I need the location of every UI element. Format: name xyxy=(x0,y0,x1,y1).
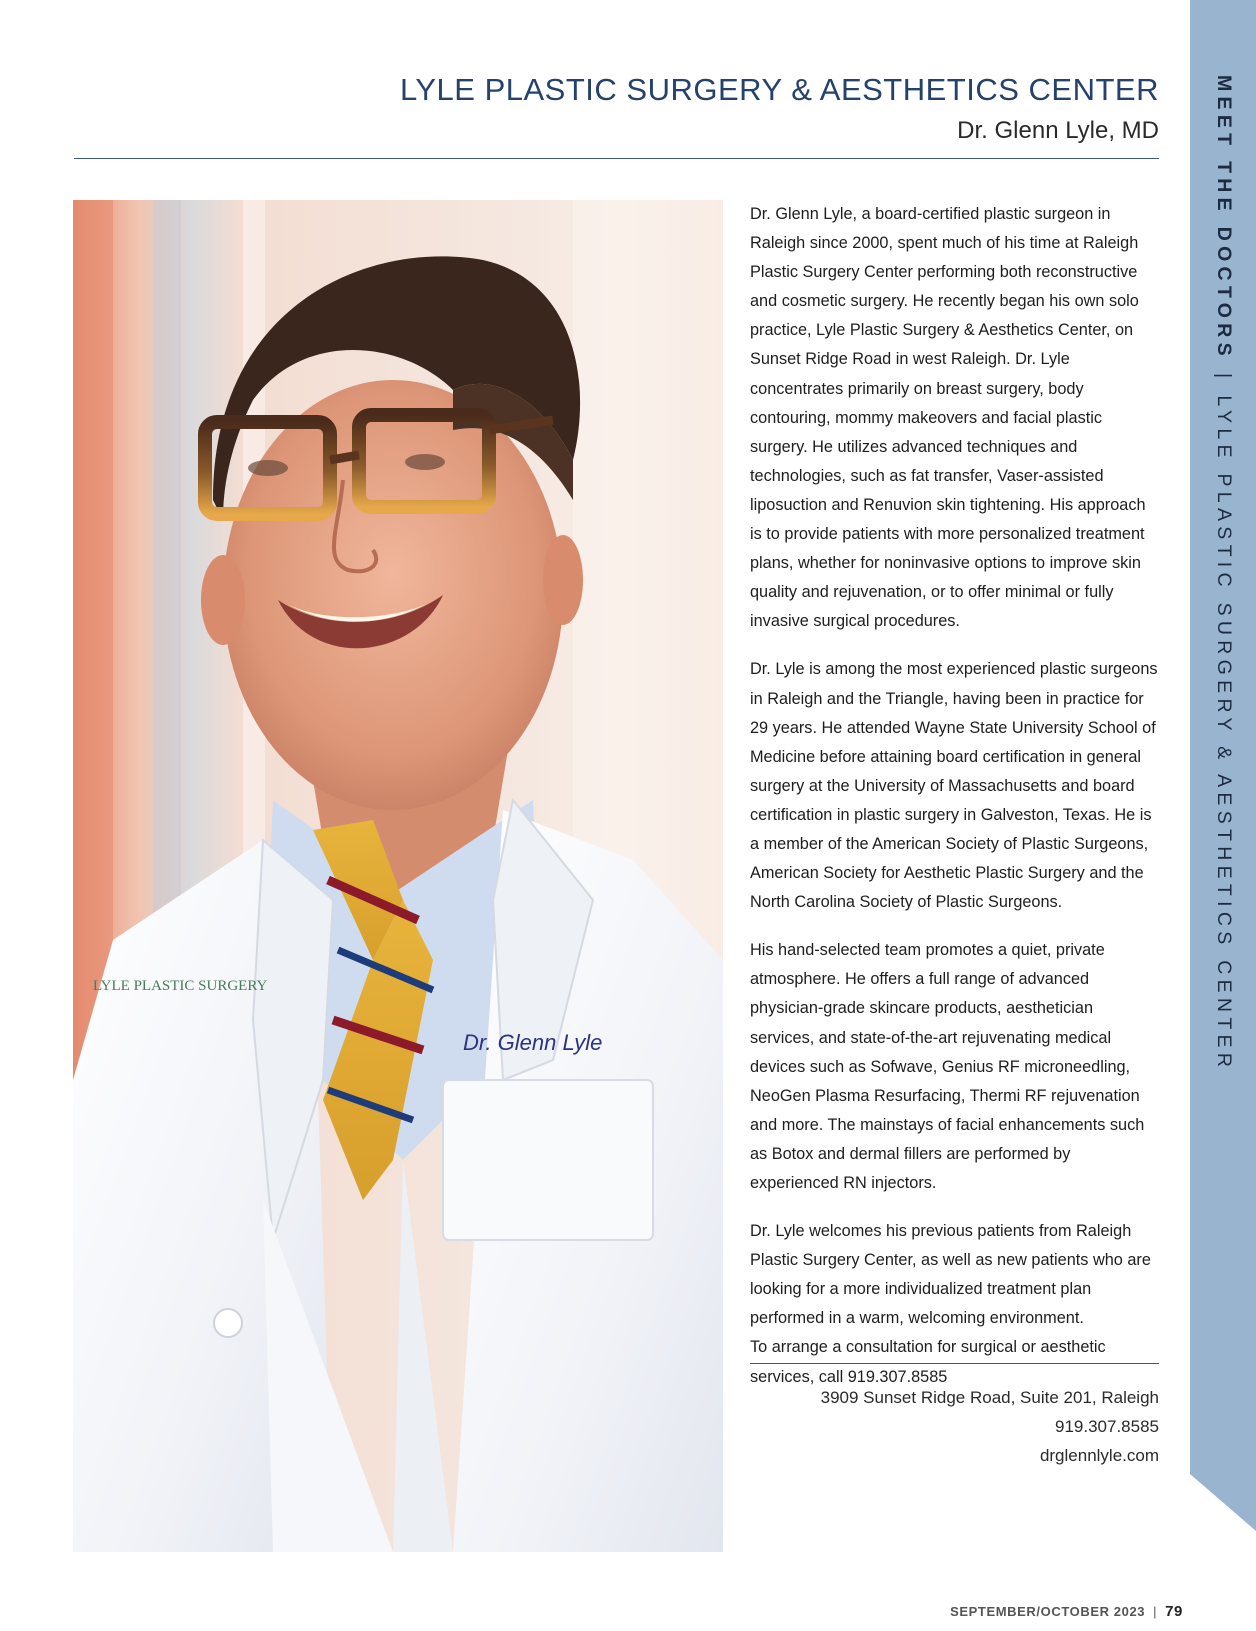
article-closing: To arrange a consultation for surgical or aesthetic services, call 919.307.8585 xyxy=(750,1338,1106,1386)
article-paragraph-1: Dr. Glenn Lyle, a board-certified plastic surgeon in Raleigh since 2000, spent much of his time at Raleigh Plastic Surgery Center performing both reconstructive and cosmetic surgery. He recently began his own solo practice, Lyle Plastic Surgery & Aesthetics Center, on Sunset Ridge Road in west Raleigh. Dr. Lyle concentrates primarily on breast surgery, body contouring, mommy makeovers and facial plastic surgery. He utilizes advanced techniques and technologies, such as fat transfer, Vaser-assisted liposuction and Renuvion skin tightening. His approach is to provide patients with more personalized treatment plans, whether for noninvasive options to improve skin quality and rejuvenation, or to offer minimal or fully invasive surgical procedures. xyxy=(750,205,1146,631)
page-subtitle: Dr. Glenn Lyle, MD xyxy=(957,117,1159,144)
article-body xyxy=(750,200,1160,1392)
issue-date: SEPTEMBER/OCTOBER 2023 xyxy=(950,1604,1146,1619)
page-footer xyxy=(950,1603,1183,1620)
article-paragraph-2: Dr. Lyle is among the most experienced plastic surgeons in Raleigh and the Triangle, having been in practice for 29 years. He attended Wayne State University School of Medicine before attaining board certification in general surgery at the University of Massachusetts and board certification in plastic surgery in Galveston, Texas. He is a member of the American Society of Plastic Surgeons, American Society for Aesthetic Plastic Surgery and the North Carolina Society of Plastic Surgeons. xyxy=(750,660,1158,912)
side-tab-section: MEET THE DOCTORS xyxy=(1213,75,1235,361)
contact-phone: 919.307.8585 xyxy=(1055,1417,1159,1436)
article-paragraph-3: His hand-selected team promotes a quiet, private atmosphere. He offers a full range of advanced physician-grade skincare products, aesthetician services, and state-of-the-art rejuvenating medical devices such as Sofwave, Genius RF microneedling, NeoGen Plasma Resurfacing, Thermi RF rejuvenation and more. The mainstays of facial enhancements such as Botox and dermal fillers are performed by experienced RN injectors. xyxy=(750,941,1145,1192)
contact-website: drglennlyle.com xyxy=(1039,1446,1159,1465)
doctor-portrait-photo xyxy=(73,200,723,1552)
coat-embroidery-logo: LYLE PLASTIC SURGERY xyxy=(93,978,268,994)
side-tab-practice: LYLE PLASTIC SURGERY & AESTHETICS CENTER xyxy=(1213,395,1235,1073)
page-number: 79 xyxy=(1165,1603,1183,1620)
side-tab-label xyxy=(1212,75,1235,1072)
article-paragraph-4: Dr. Lyle welcomes his previous patients from Raleigh Plastic Surgery Center, as well as new patients who are looking for a more individualized treatment plan performed in a warm, welcoming environment. xyxy=(750,1222,1151,1328)
coat-embroidery-name: Dr. Glenn Lyle xyxy=(463,1030,603,1055)
header-divider xyxy=(74,158,1159,159)
page-title: LYLE PLASTIC SURGERY & AESTHETICS CENTER xyxy=(399,72,1159,107)
side-tab-separator: | xyxy=(1213,372,1235,384)
portrait-illustration xyxy=(73,200,723,1552)
contact-block xyxy=(821,1383,1159,1470)
contact-divider xyxy=(750,1363,1159,1364)
contact-address: 3909 Sunset Ridge Road, Suite 201, Raleigh xyxy=(820,1388,1159,1407)
footer-separator: | xyxy=(1153,1604,1158,1619)
